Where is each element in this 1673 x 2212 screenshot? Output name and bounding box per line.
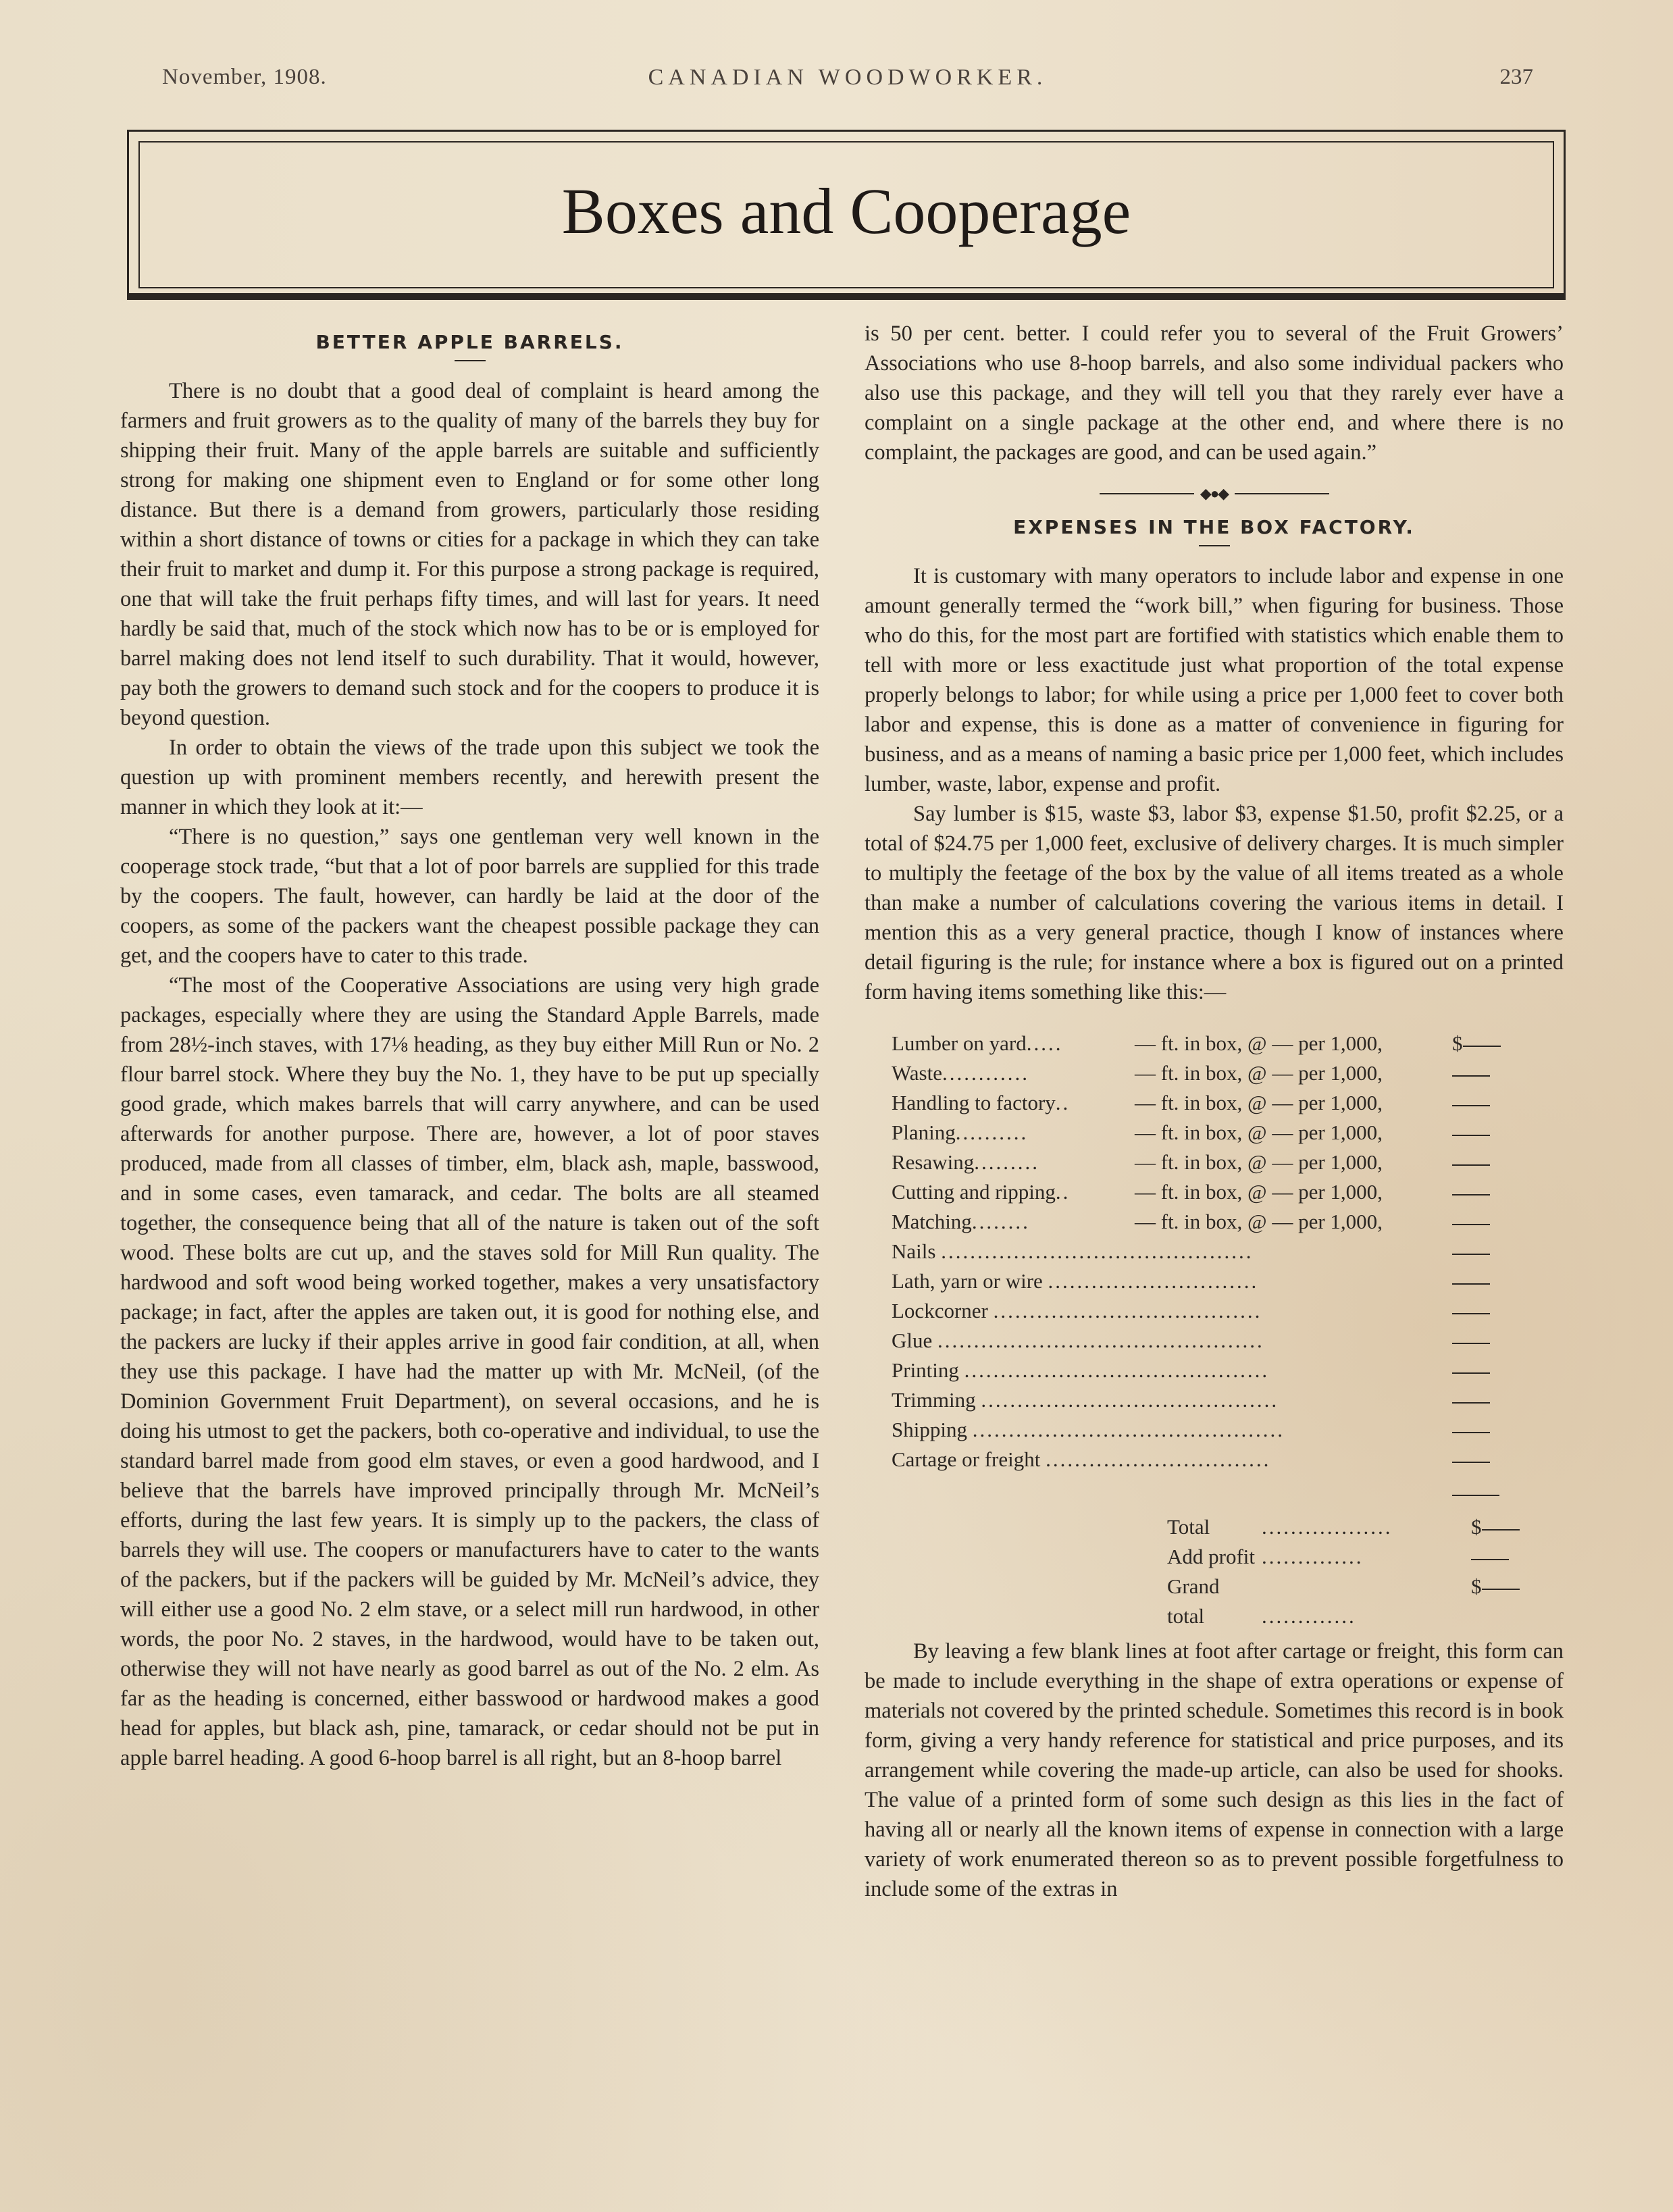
leader-dots: .. — [1055, 1091, 1071, 1114]
total-label: Add profit — [1167, 1545, 1256, 1568]
cost-form-row — [892, 1358, 1501, 1388]
leader-dots: ............. — [1262, 1604, 1356, 1628]
article-paragraph: In order to obtain the views of the trade upon this subject we took the question up with prominent members recently, and herewith present the manner in which they look at it:— — [120, 736, 819, 819]
ornament-line-right — [1235, 493, 1329, 494]
currency-sign: $ — [1471, 1515, 1482, 1539]
amount-blank — [1452, 1460, 1490, 1463]
cost-item-rate-spec: — ft. in box, @ — per 1,000, — [1135, 1061, 1383, 1085]
cost-item-label: Cartage or freight — [892, 1447, 1041, 1471]
amount-blank — [1452, 1401, 1490, 1404]
left-column — [120, 319, 819, 1773]
amount-blank — [1452, 1223, 1490, 1225]
leader-dots: ............................... — [1046, 1447, 1271, 1471]
article-continuation: is 50 per cent. better. I could refer you to several of the Fruit Growers’ Associations who use 8-hoop barrels, and also some individual packers who also use this package, and they will tell you that they rarely ever have a complaint on a single package at the other end, and where there is no complaint, the packages are good, and can be used again.” — [865, 321, 1564, 465]
amount-blank — [1452, 1371, 1490, 1374]
amount-blank — [1452, 1193, 1490, 1195]
cost-item-label: Planing — [892, 1121, 956, 1144]
article-paragraph: Say lumber is $15, waste $3, labor $3, expense $1.50, profit $2.25, or a total of $24.75 per 1,000 feet, exclusive of delivery charges. It is much simpler to multiply the feetage of the box by the value of all items treated as a whole than make a number of calculations covering the various items in detail. I mention this as a very general practice, though I know of instances where detail figuring is the rule; for instance where a box is figured out on a printed form having items something like this:— — [865, 802, 1564, 1004]
leader-dots: ............................. — [1048, 1269, 1259, 1293]
cost-form-row — [892, 1091, 1501, 1121]
heading-rule — [455, 360, 486, 361]
leader-dots: .......... — [955, 1121, 1029, 1144]
amount-blank — [1452, 1341, 1490, 1344]
leader-dots: ......................................... — [981, 1388, 1279, 1412]
running-head — [162, 65, 1533, 105]
leader-dots: .. — [1055, 1180, 1071, 1204]
leader-dots: ........................................... — [941, 1239, 1254, 1263]
amount-blank — [1463, 1044, 1501, 1047]
cost-form-row — [892, 1121, 1501, 1150]
leader-dots: .............. — [1262, 1545, 1364, 1568]
cost-item-label: Matching — [892, 1210, 972, 1233]
cost-form-total-row — [1167, 1542, 1564, 1572]
title-banner-heavy-rule — [127, 293, 1566, 300]
cost-item-rate-spec: — ft. in box, @ — per 1,000, — [1135, 1121, 1383, 1144]
cost-form-row — [892, 1447, 1501, 1477]
cost-form-sum-rule-row — [892, 1477, 1501, 1507]
cost-item-label: Cutting and ripping — [892, 1180, 1056, 1204]
cost-item-rate-spec: — ft. in box, @ — per 1,000, — [1135, 1150, 1383, 1174]
cost-item-label: Lumber on yard — [892, 1031, 1027, 1055]
right-column — [865, 319, 1564, 1904]
cost-item-label: Lath, yarn or wire — [892, 1269, 1043, 1293]
cost-item-rate-spec: — ft. in box, @ — per 1,000, — [1135, 1091, 1383, 1114]
cost-form-row — [892, 1269, 1501, 1299]
article-paragraph: By leaving a few blank lines at foot after cartage or freight, this form can be made to include everything in the shape of extra operations or expense of materials not covered by the printed schedule. Sometimes this record is in book form, giving a very handy reference for statistical and price purposes, and its arrangement while covering the made-up article, can also be used for shooks. The value of a printed form of some such design as this lies in the fact of having all or nearly all the known items of expense in connection with a large variety of work enumerated thereon so as to prevent possible forgetfulness to include some of the extras in — [865, 1639, 1564, 1901]
amount-blank — [1452, 1163, 1490, 1166]
cost-item-label: Printing — [892, 1358, 959, 1382]
cost-item-label: Waste — [892, 1061, 942, 1085]
ornament-line-left — [1100, 493, 1194, 494]
amount-blank — [1482, 1528, 1520, 1531]
cost-form-row — [892, 1329, 1501, 1358]
cost-item-label: Nails — [892, 1239, 936, 1263]
cost-item-label: Glue — [892, 1329, 933, 1352]
leader-dots: .................. — [1262, 1515, 1393, 1539]
section-divider-ornament — [1100, 484, 1329, 504]
cost-item-label: Trimming — [892, 1388, 976, 1412]
amount-blank — [1452, 1104, 1490, 1106]
cost-form-row — [892, 1299, 1501, 1329]
amount-blank — [1452, 1312, 1490, 1314]
cost-form-row — [892, 1150, 1501, 1180]
cost-item-label: Shipping — [892, 1418, 967, 1441]
currency-sign: $ — [1471, 1574, 1482, 1598]
leader-dots: ......... — [974, 1150, 1040, 1174]
cost-item-label: Resawing — [892, 1150, 975, 1174]
cost-form-total-row — [1167, 1512, 1564, 1542]
cost-item-label: Lockcorner — [892, 1299, 988, 1322]
currency-sign: $ — [1452, 1031, 1463, 1055]
cost-item-label: Handling to factory — [892, 1091, 1056, 1114]
ornament-diamonds: ◆●◆ — [1200, 485, 1229, 502]
leader-dots: ............................................. — [937, 1329, 1264, 1352]
cost-form-row — [892, 1239, 1501, 1269]
page-number: 237 — [1499, 65, 1533, 89]
amount-blank — [1452, 1431, 1490, 1433]
cost-form-row — [892, 1210, 1501, 1239]
amount-blank — [1452, 1252, 1490, 1255]
leader-dots: ..................................... — [993, 1299, 1262, 1322]
issue-date: November, 1908. — [162, 65, 327, 89]
cost-form-total-row — [1167, 1572, 1564, 1628]
publication-name: CANADIAN WOODWORKER. — [648, 65, 1048, 90]
leader-dots: .......................................... — [964, 1358, 1270, 1382]
amount-blank — [1482, 1587, 1520, 1590]
cost-item-rate-spec: — ft. in box, @ — per 1,000, — [1135, 1210, 1383, 1233]
amount-blank — [1471, 1558, 1509, 1560]
leader-dots: ..... — [1026, 1031, 1063, 1055]
heading-rule — [1199, 545, 1230, 546]
cost-item-rate-spec: — ft. in box, @ — per 1,000, — [1135, 1180, 1383, 1204]
section-title: Boxes and Cooperage — [561, 175, 1131, 247]
article-paragraph: There is no doubt that a good deal of complaint is heard among the farmers and fruit growers as to the quality of many of the barrels they buy for shipping their fruit. Many of the apple barrels are suitable and sufficiently strong for making one shipment even to England or for some other long distance. But there is a demand from growers, particularly those residing within a short distance of towns or cities for a package in which they can take their fruit to market and dump it. For this purpose a strong package is required, one that will take the fruit perhaps fifty times, and will last for years. It need hardly be said that, much of the stock which now has to be or is employed for barrel making does not lend itself to such durability. That it would, however, pay both the growers to demand such stock and for the coopers to produce it is beyond question. — [120, 379, 819, 730]
amount-blank — [1452, 1133, 1490, 1136]
article-heading-apple-barrels: BETTER APPLE BARRELS. — [315, 331, 624, 353]
cost-form-totals — [865, 1512, 1564, 1628]
cost-form-row — [892, 1180, 1501, 1210]
cost-form-row — [892, 1031, 1501, 1061]
amount-blank — [1452, 1282, 1490, 1285]
article-heading-box-factory: EXPENSES IN THE BOX FACTORY. — [1013, 516, 1415, 538]
cost-form-row — [892, 1418, 1501, 1447]
article-paragraph: It is customary with many operators to include labor and expense in one amount generally termed the “work bill,” when figuring for business. Those who do this, for the most part are fortified with statistics which enable them to tell with more or less exactitude just what proportion of the total expense properly belongs to labor; for while using a price per 1,000 feet to cover both labor and expense, this is done as a matter of convenience in figuring for business, and as a means of naming a basic price per 1,000 feet, which includes lumber, waste, labor, expense and profit. — [865, 564, 1564, 796]
cost-form-table — [892, 1031, 1501, 1507]
leader-dots: ............ — [942, 1061, 1029, 1085]
total-label: Total — [1167, 1515, 1210, 1539]
cost-item-rate-spec: — ft. in box, @ — per 1,000, — [1135, 1031, 1383, 1055]
cost-form-row — [892, 1388, 1501, 1418]
leader-dots: ........................................... — [972, 1418, 1285, 1441]
article-paragraph: “There is no question,” says one gentleman very well known in the cooperage stock trade, “but that a lot of poor barrels are supplied for this trade by the coopers. The fault, however, can hardly be laid at the door of the coopers, as some of the packers want the cheapest possible package they can get, and the coopers have to cater to this trade. — [120, 825, 819, 968]
sum-rule — [1452, 1495, 1499, 1496]
leader-dots: ........ — [971, 1210, 1030, 1233]
amount-blank — [1452, 1074, 1490, 1077]
article-paragraph: “The most of the Cooperative Associations are using very high grade packages, especially where they are using the Standard Apple Barrels, made from 28½-inch staves, with 17⅛ heading, as they buy either Mill Run or No. 2 flour barrel stock. Where they buy the No. 1, they have to be put up specially good grade, which makes barrels that will carry anywhere, and can be used afterwards for another purpose. There are, however, a lot of poor staves produced, made from all classes of timber, elm, black ash, maple, basswood, and in some cases, even tamarack, and cedar. The bolts are all steamed together, the consequence being that all of the nature is taken out of the soft wood. These bolts are cut up, and the staves sold for Mill Run quality. The hardwood and soft wood being worked together, makes a very unsatisfactory package; in fact, after the apples are taken out, it is good for nothing else, and the packers are lucky if their apples arrive in good fair condition, at all, when they use this package. I have had the matter up with Mr. McNeil, (of the Dominion Government Fruit Department), on several occasions, and he is doing his utmost to get the packers, both co-operative and individual, to use the standard barrel made from good elm staves, or even a good hardwood, and I believe that the barrels have improved principally through Mr. McNeil’s efforts, during the last few years. It is simply up to the packers, the class of barrels they will use. The coopers or manufacturers have to cater to the wants of the packers, but if the packers will be guided by Mr. McNeil’s advice, they will either use a good No. 2 elm stave, or a select mill run hardwood, in other words, the poor No. 2 staves, in the hardwood, would have to be taken out, otherwise they will not have nearly as good barrel as out of the No. 2 elm. As far as the heading is concerned, either basswood or hardwood makes a good head for apples, but black ash, pine, tamarack, or cedar should not be put in apple barrel heading. A good 6-hoop barrel is all right, but an 8-hoop barrel — [120, 973, 819, 1770]
total-label: Grand total — [1167, 1574, 1220, 1628]
cost-form-row — [892, 1061, 1501, 1091]
title-banner — [127, 130, 1566, 300]
